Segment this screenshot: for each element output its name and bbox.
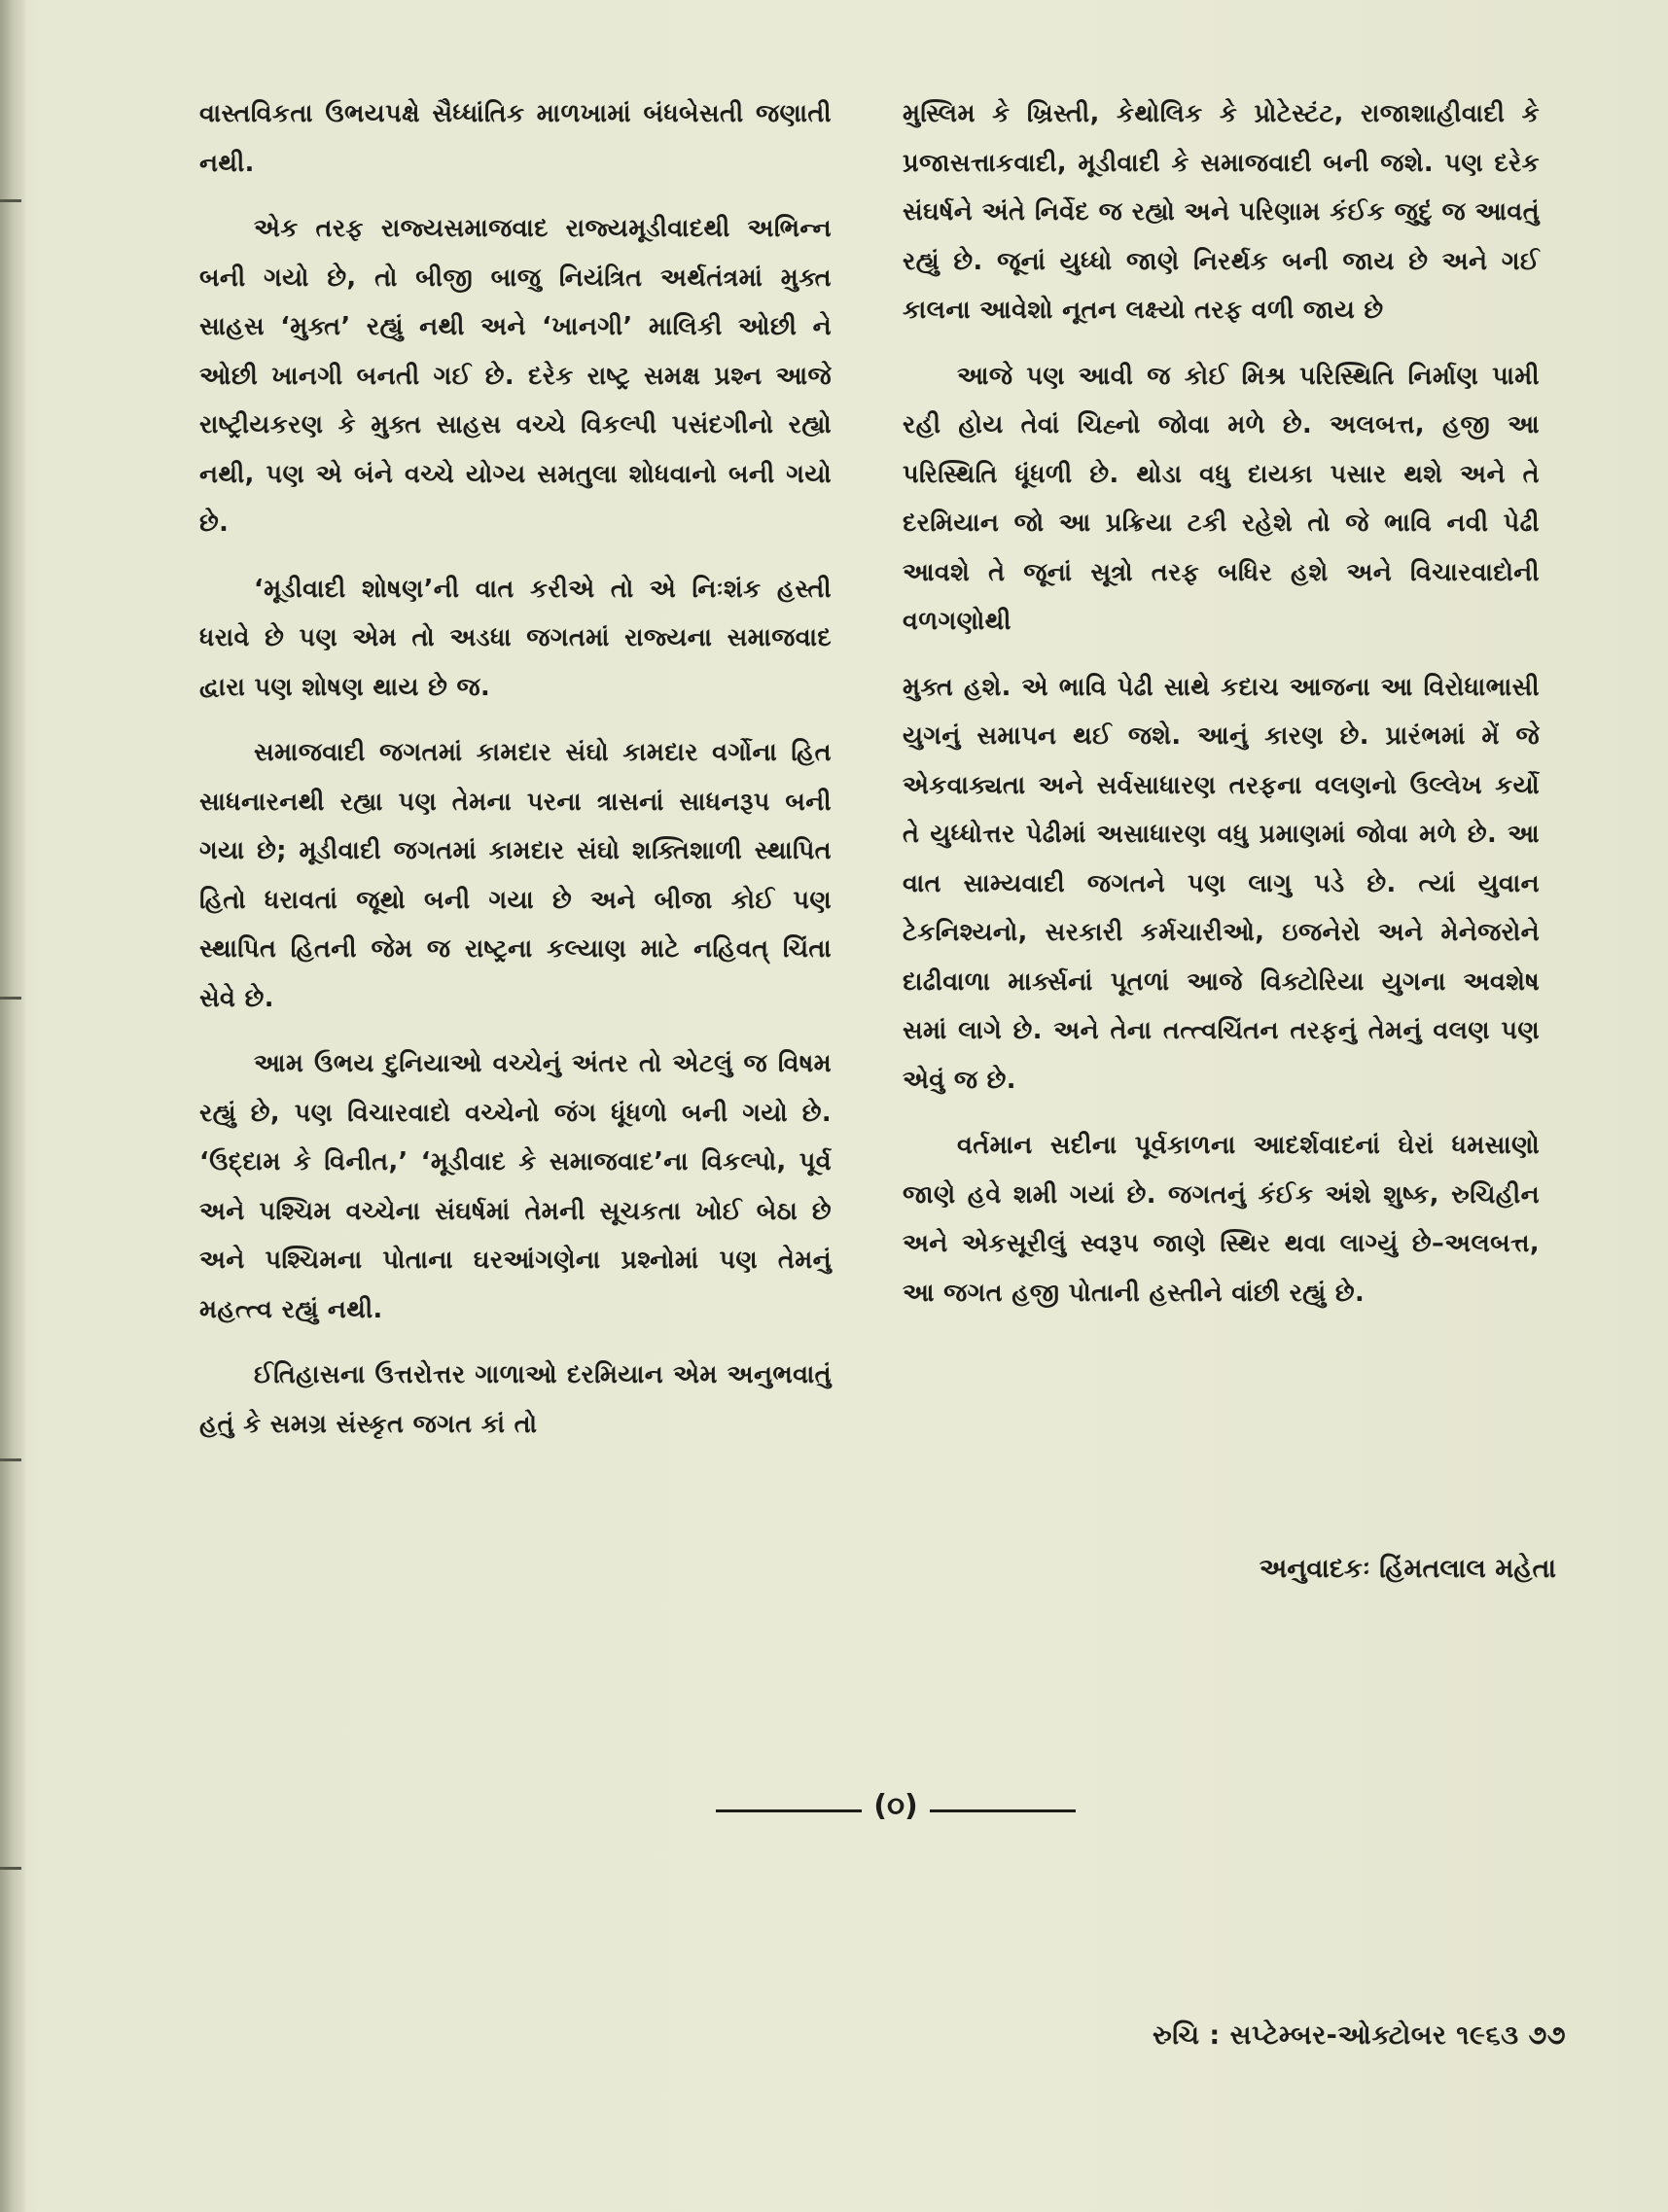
paragraph: વાસ્તવિકતા ઉભયપક્ષે સૈધ્ધાંતિક માળખામાં બંધબેસતી જણાતી નથી. — [199, 99, 832, 178]
staple-mark — [0, 997, 21, 1000]
divider-line — [930, 1809, 1076, 1812]
page-footer: રુચિ : સપ્ટેમ્બર-ઓક્ટોબર ૧૯૬૩ ૭૭ — [1153, 2020, 1566, 2051]
translator-signature: અનુવાદકઃ હિંમતલાલ મહેતા — [1259, 1554, 1556, 1584]
paragraph: મુસ્લિમ કે ખ્રિસ્તી, કેથોલિક કે પ્રોટેસ્ટંટ, રાજાશાહીવાદી કે પ્રજાસત્તાકવાદી, મૂડીવાદી કે સમાજવાદી બની જશે. પણ દરેક સંઘર્ષને અંતે નિર્વેદ જ રહ્યો અને પરિણામ કંઈક જુદું જ આવતું રહ્યું છે. જૂનાં યુધ્ધો જાણે નિરર્થક બની જાય છે અને ગઈ કાલના આવેશો નૂતન લક્ષ્યો તરફ વળી જાય છે — [903, 99, 1540, 325]
section-divider — [716, 1789, 1076, 1824]
paragraph: ‘મૂડીવાદી શોષણ’ની વાત કરીએ તો એ નિઃશંક હસ્તી ધરાવે છે પણ એમ તો અડધા જગતમાં રાજ્યના સમાજવાદ દ્વારા પણ શોષણ થાય છે જ. — [199, 574, 832, 702]
left-text-column — [199, 89, 832, 1465]
staple-mark — [0, 199, 21, 202]
staple-mark — [0, 1458, 21, 1461]
divider-mark: (૦) — [873, 1789, 918, 1823]
page-binding-edge — [0, 0, 25, 2212]
paragraph: મુક્ત હશે. એ ભાવિ પેઢી સાથે કદાચ આજના આ વિરોધાભાસી યુગનું સમાપન થઈ જશે. આનું કારણ છે. પ્રારંભમાં મેં જે એકવાક્યતા અને સર્વસાધારણ તરફના વલણનો ઉલ્લેખ કર્યો તે યુધ્ધોત્તર પેઢીમાં અસાધારણ વધુ પ્રમાણમાં જોવા મળે છે. આ વાત સામ્યવાદી જગતને પણ લાગુ પડે છે. ત્યાં યુવાન ટેકનિશ્યનો, સરકારી કર્મચારીઓ, ઇજનેરો અને મેનેજરોને દાઢીવાળા માર્ક્સનાં પૂતળાં આજે વિક્ટોરિયા યુગના અવશેષ સમાં લાગે છે. અને તેના તત્ત્વચિંતન તરફનું તેમનું વલણ પણ એવું જ છે. — [903, 672, 1540, 1095]
paragraph: એક તરફ રાજ્યસમાજવાદ રાજ્યમૂડીવાદથી અભિન્ન બની ગયો છે, તો બીજી બાજુ નિયંત્રિત અર્થતંત્રમાં મુક્ત સાહસ ‘મુક્ત’ રહ્યું નથી અને ‘ખાનગી’ માલિકી ઓછી ને ઓછી ખાનગી બનતી ગઈ છે. દરેક રાષ્ટ્ર સમક્ષ પ્રશ્ન આજે રાષ્ટ્રીયકરણ કે મુક્ત સાહસ વચ્ચે વિકલ્પી પસંદગીનો રહ્યો નથી, પણ એ બંને વચ્ચે યોગ્ય સમતુલા શોધવાનો બની ગયો છે. — [199, 214, 832, 538]
paragraph: સમાજવાદી જગતમાં કામદાર સંઘો કામદાર વર્ગોના હિત સાધનારનથી રહ્યા પણ તેમના પરના ત્રાસનાં સાધનરૂપ બની ગયા છે; મૂડીવાદી જગતમાં કામદાર સંઘો શક્તિશાળી સ્થાપિત હિતો ધરાવતાં જૂથો બની ગયા છે અને બીજા કોઈ પણ સ્થાપિત હિતની જેમ જ રાષ્ટ્રના કલ્યાણ માટે નહિવત્ ચિંતા સેવે છે. — [199, 738, 832, 1013]
staple-mark — [0, 1867, 21, 1870]
paragraph: ઈતિહાસના ઉત્તરોત્તર ગાળાઓ દરમિયાન એમ અનુભવાતું હતું કે સમગ્ર સંસ્કૃત જગત કાં તો — [199, 1360, 832, 1439]
paragraph: આમ ઉભય દુનિયાઓ વચ્ચેનું અંતર તો એટલું જ વિષમ રહ્યું છે, પણ વિચારવાદો વચ્ચેનો જંગ ધૂંધળો બની ગયો છે. ‘ઉદ્દામ કે વિનીત,’ ‘મૂડીવાદ કે સમાજવાદ’ના વિકલ્પો, પૂર્વ અને પશ્ચિમ વચ્ચેના સંઘર્ષમાં તેમની સૂચકતા ખોઈ બેઠા છે અને પશ્ચિમના પોતાના ઘરઆંગણેના પ્રશ્નોમાં પણ તેમનું મહત્ત્વ રહ્યું નથી. — [199, 1049, 832, 1324]
paragraph: વર્તમાન સદીના પૂર્વકાળના આદર્શવાદનાં ઘેરાં ધમસાણો જાણે હવે શમી ગયાં છે. જગતનું કંઈક અંશે શુષ્ક, રુચિહીન અને એકસૂરીલું સ્વરૂપ જાણે સ્થિર થવા લાગ્યું છે–અલબત્ત, આ જગત હજી પોતાની હસ્તીને વાંછી રહ્યું છે. — [903, 1131, 1540, 1308]
right-text-column — [903, 89, 1540, 1334]
divider-line — [716, 1809, 862, 1812]
paragraph: આજે પણ આવી જ કોઈ મિશ્ર પરિસ્થિતિ નિર્માણ પામી રહી હોય તેવાં ચિહ્નો જોવા મળે છે. અલબત્ત, હજી આ પરિસ્થિતિ ધૂંધળી છે. થોડા વધુ દાયકા પસાર થશે અને તે દરમિયાન જો આ પ્રક્રિયા ટકી રહેશે તો જે ભાવિ નવી પેઢી આવશે તે જૂનાં સૂત્રો તરફ બધિર હશે અને વિચારવાદોની વળગણોથી — [903, 361, 1540, 636]
